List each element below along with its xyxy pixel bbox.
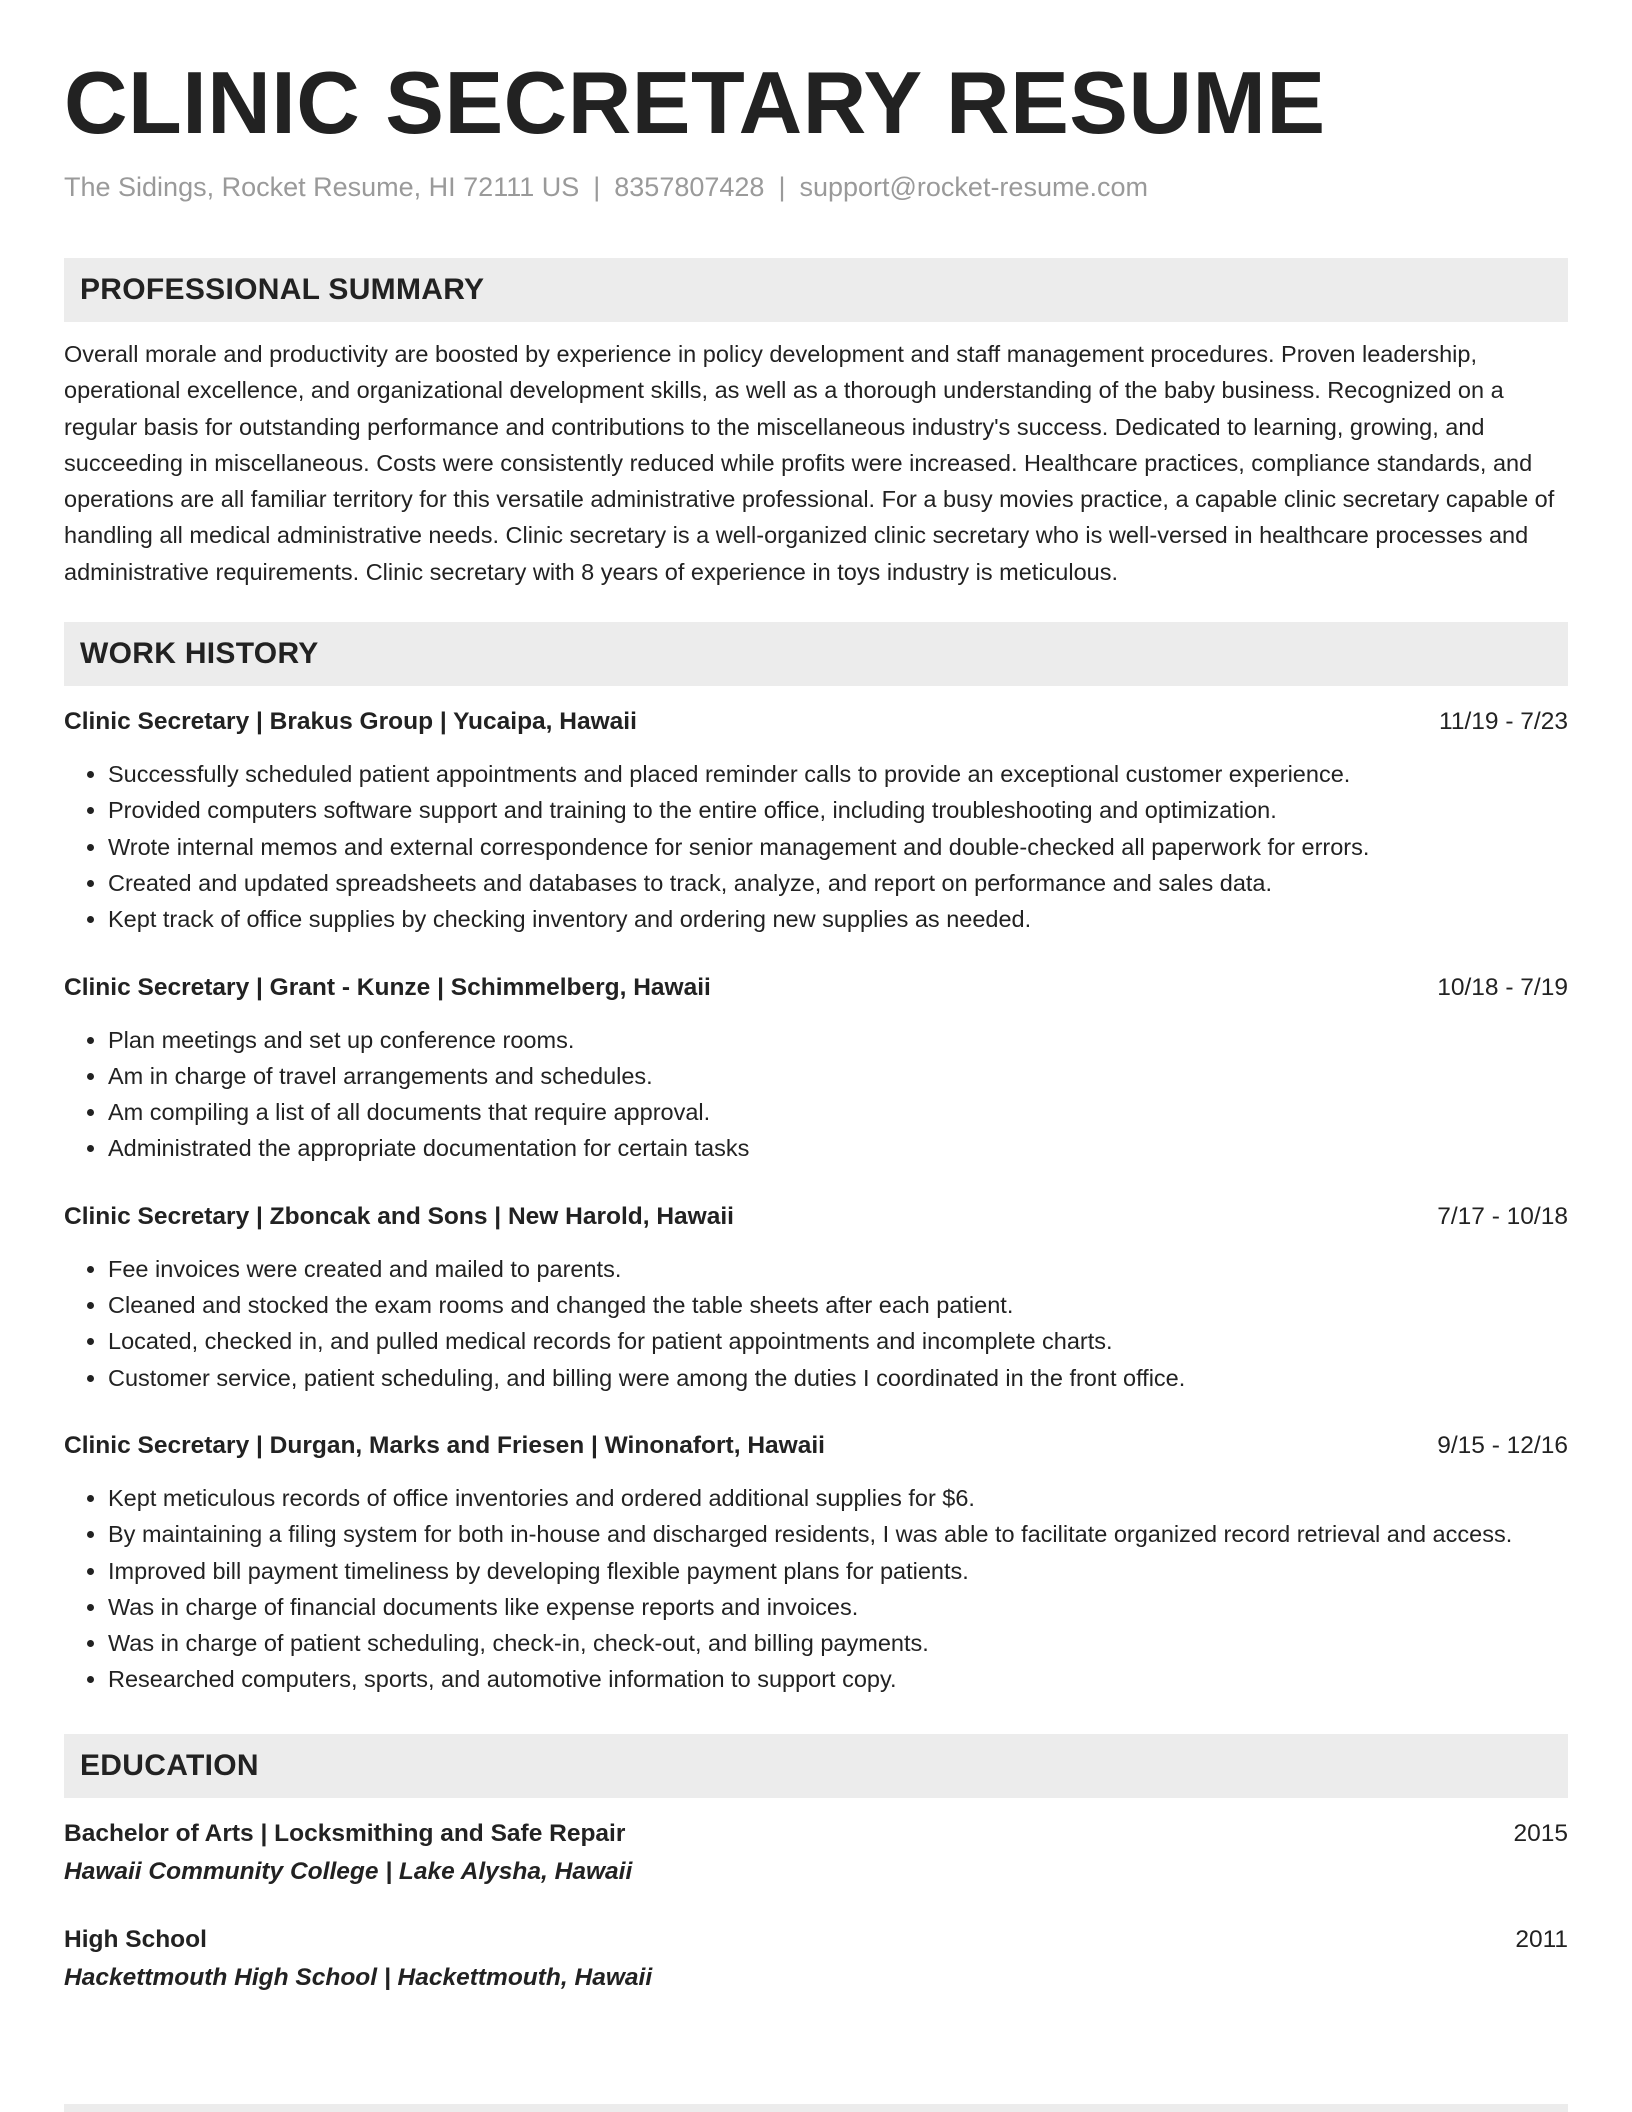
job-bullet: • Fee invoices were created and mailed to parents.: [108, 1251, 1568, 1287]
bottom-divider: [64, 2104, 1568, 2112]
job-header-row: [64, 1199, 1568, 1235]
summary-text: Overall morale and productivity are boosted by experience in policy development and staff management procedures. Proven leadership, operational excellence, and organizational development skills, as well as a thorough understanding of the baby business. Recognized on a regular basis for outstanding performance and contributions to the miscellaneous industry's success. Dedicated to learning, growing, and succeeding in miscellaneous. Costs were consistently reduced while profits were increased. Healthcare practices, compliance standards, and operations are all familiar territory for this versatile administrative professional. For a busy movies practice, a capable clinic secretary capable of handling all medical administrative needs. Clinic secretary is a well-organized clinic secretary who is well-versed in healthcare processes and administrative requirements. Clinic secretary with 8 years of experience in toys industry is meticulous.: [64, 341, 1555, 585]
job-bullet-list: [64, 1022, 1568, 1167]
job-bullet: • Kept meticulous records of office inventories and ordered additional supplies for $6.: [108, 1480, 1568, 1516]
job-title: Clinic Secretary | Grant - Kunze | Schimmelberg, Hawaii: [64, 973, 711, 1001]
work-history-section-header: WORK HISTORY: [64, 622, 1568, 686]
job-bullet: • Am compiling a list of all documents that require approval.: [108, 1094, 1568, 1130]
job-bullet: • Customer service, patient scheduling, and billing were among the duties I coordinated in the front office.: [108, 1360, 1568, 1396]
job-bullet-list: [64, 1251, 1568, 1396]
job-header-row: [64, 970, 1568, 1006]
school-name: Hawaii Community College | Lake Alysha, Hawaii: [64, 1857, 633, 1885]
job-bullet: • Am in charge of travel arrangements and schedules.: [108, 1058, 1568, 1094]
job-bullet: • Created and updated spreadsheets and databases to track, analyze, and report on performance and sales data.: [108, 865, 1568, 901]
job-dates: 10/18 - 7/19: [1437, 973, 1568, 1001]
contact-phone: 8357807428: [614, 172, 765, 202]
job-bullet: • Provided computers software support and training to the entire office, including troubleshooting and optimization.: [108, 792, 1568, 828]
graduation-year: 2011: [1515, 1925, 1568, 1953]
job-dates: 7/17 - 10/18: [1437, 1202, 1568, 1230]
job-header-row: [64, 704, 1568, 740]
job-bullet: • Was in charge of patient scheduling, check-in, check-out, and billing payments.: [108, 1625, 1568, 1661]
job-header-row: [64, 1428, 1568, 1464]
contact-line: [64, 170, 1568, 204]
resume-title: CLINIC SECRETARY RESUME: [64, 53, 1326, 152]
job-bullet: • By maintaining a filing system for both in-house and discharged residents, I was able to facilitate organized record retrieval and access.: [108, 1516, 1568, 1552]
job-title: Clinic Secretary | Zboncak and Sons | New Harold, Hawaii: [64, 1202, 734, 1230]
summary-section-header: PROFESSIONAL SUMMARY: [64, 258, 1568, 322]
education-entry: [64, 1922, 1568, 1998]
degree-title: Bachelor of Arts | Locksmithing and Safe Repair: [64, 1819, 626, 1847]
job-bullet: • Administrated the appropriate documentation for certain tasks: [108, 1130, 1568, 1166]
education-entry: [64, 1816, 1568, 1892]
job-bullet: • Was in charge of financial documents like expense reports and invoices.: [108, 1589, 1568, 1625]
job-entry: [64, 704, 1568, 937]
job-bullet: • Improved bill payment timeliness by developing flexible payment plans for patients.: [108, 1553, 1568, 1589]
job-dates: 11/19 - 7/23: [1439, 708, 1568, 736]
school-name: Hackettmouth High School | Hackettmouth, Hawaii: [64, 1963, 653, 1991]
job-entry: [64, 1428, 1568, 1698]
job-bullet: • Cleaned and stocked the exam rooms and changed the table sheets after each patient.: [108, 1287, 1568, 1323]
contact-separator: |: [778, 172, 786, 202]
job-bullet: • Researched computers, sports, and automotive information to support copy.: [108, 1661, 1568, 1697]
contact-address: The Sidings, Rocket Resume, HI 72111 US: [64, 172, 580, 202]
contact-separator: |: [593, 172, 601, 202]
degree-title: High School: [64, 1925, 207, 1953]
job-entry: [64, 970, 1568, 1167]
job-bullet: • Kept track of office supplies by checking inventory and ordering new supplies as needed.: [108, 901, 1568, 937]
job-dates: 9/15 - 12/16: [1437, 1431, 1568, 1459]
job-bullet-list: [64, 756, 1568, 937]
job-bullet: • Plan meetings and set up conference rooms.: [108, 1022, 1568, 1058]
job-bullet: • Successfully scheduled patient appointments and placed reminder calls to provide an exceptional customer experience.: [108, 756, 1568, 792]
contact-email: support@rocket-resume.com: [799, 172, 1148, 202]
education-section-header: EDUCATION: [64, 1734, 1568, 1798]
job-title: Clinic Secretary | Brakus Group | Yucaipa, Hawaii: [64, 708, 637, 736]
job-bullet: • Wrote internal memos and external correspondence for senior management and double-checked all paperwork for errors.: [108, 829, 1568, 865]
education-header-row: [64, 1816, 1568, 1852]
job-bullet-list: [64, 1480, 1568, 1698]
job-title: Clinic Secretary | Durgan, Marks and Friesen | Winonafort, Hawaii: [64, 1431, 825, 1459]
education-header-row: [64, 1922, 1568, 1958]
job-entry: [64, 1199, 1568, 1396]
graduation-year: 2015: [1513, 1819, 1568, 1847]
job-bullet: • Located, checked in, and pulled medical records for patient appointments and incomplete charts.: [108, 1323, 1568, 1359]
